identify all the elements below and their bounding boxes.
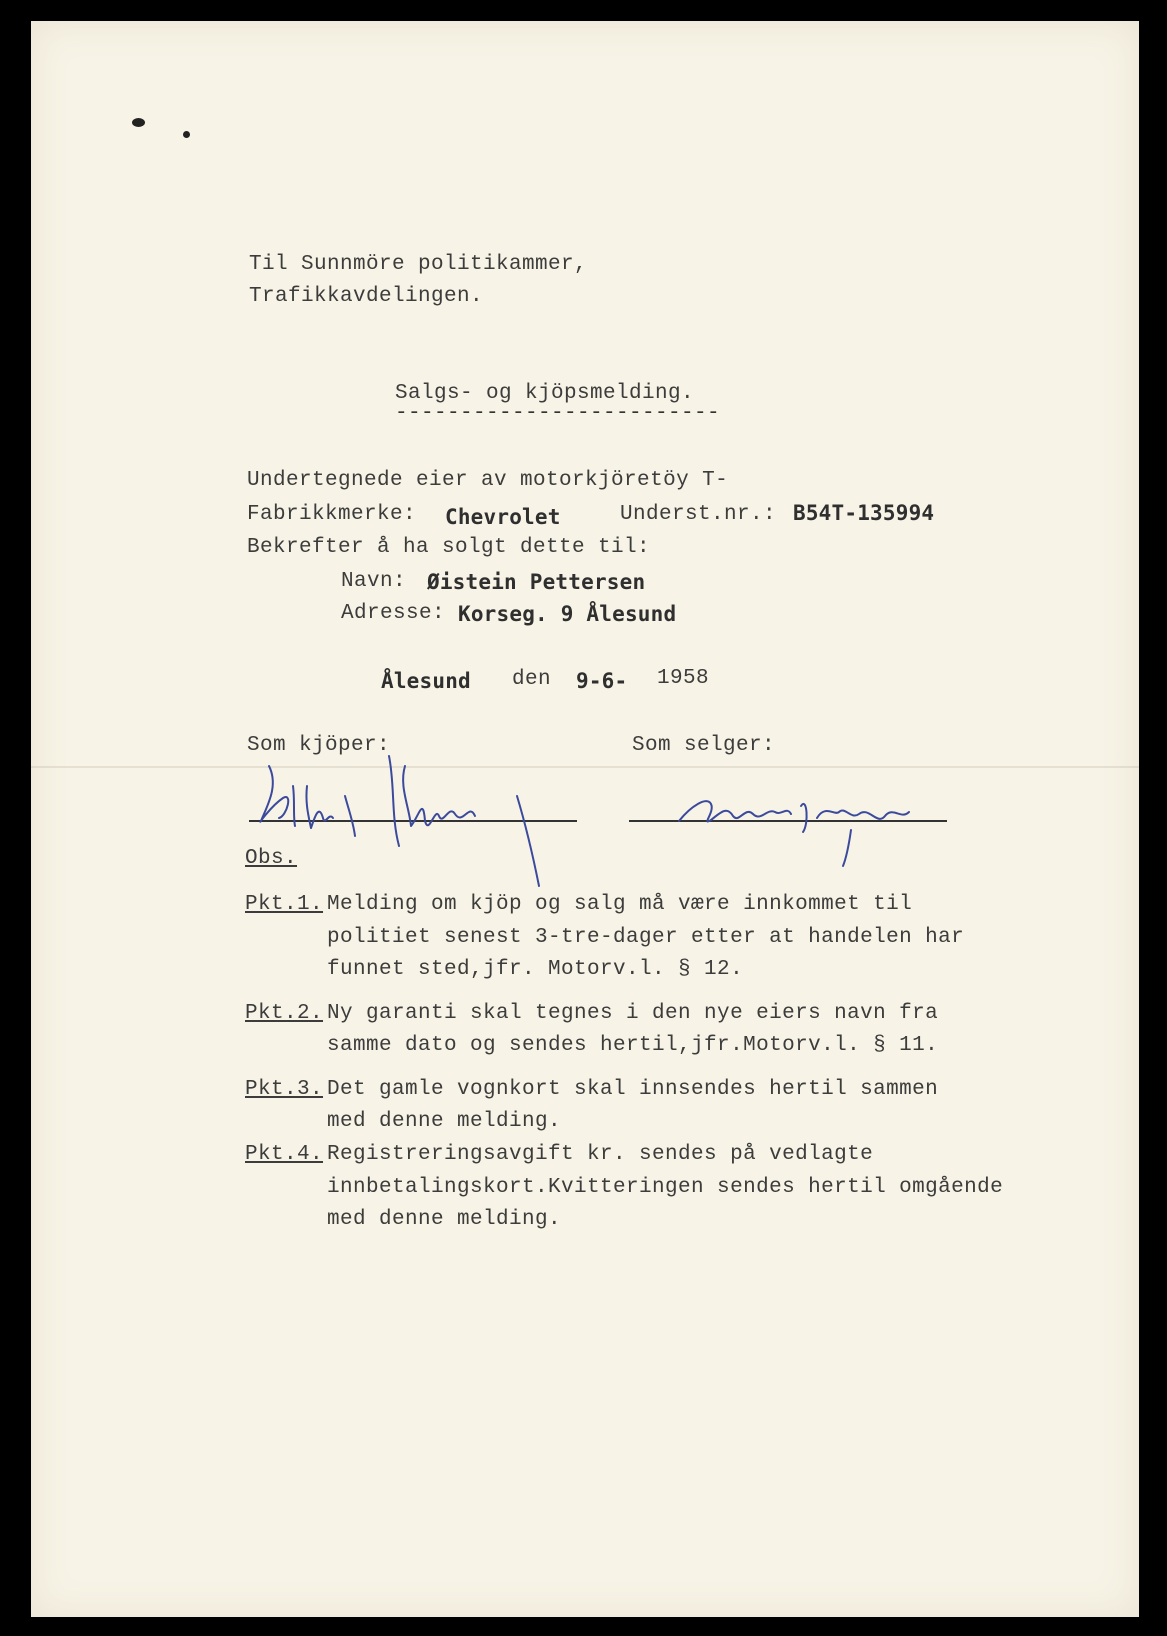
date-place: Ålesund: [381, 669, 471, 693]
obs-item-2-line-1: Ny garanti skal tegnes i den nye eiers navn fra: [327, 1002, 939, 1025]
recipient-line-1: Til Sunnmöre politikammer,: [249, 253, 588, 276]
confirmation-line: Bekrefter å ha solgt dette til:: [247, 536, 651, 559]
buyer-address-value: Korseg. 9 Ålesund: [458, 602, 677, 626]
obs-item-1-line-1: Melding om kjöp og salg må være innkommet til: [327, 893, 913, 916]
obs-item-3-line-1: Det gamle vognkort skal innsendes hertil sammen: [327, 1078, 939, 1101]
obs-item-4-line-2: innbetalingskort.Kvitteringen sendes hertil omgående: [327, 1176, 1004, 1199]
make-value: Chevrolet: [445, 505, 561, 529]
owner-statement: Undertegnede eier av motorkjöretöy T-: [247, 469, 729, 492]
buyer-name-label: Navn:: [341, 570, 407, 593]
recipient-line-2: Trafikkavdelingen.: [249, 285, 484, 308]
obs-item-1-line-3: funnet sted,jfr. Motorv.l. § 12.: [327, 958, 744, 981]
obs-item-1-line-2: politiet senest 3-tre-dager etter at handelen har: [327, 926, 965, 949]
ink-speck: [132, 118, 145, 127]
buyer-signature: [249, 726, 549, 896]
obs-heading: Obs.: [245, 847, 298, 870]
buyer-signature-label: Som kjöper:: [247, 734, 391, 757]
obs-item-2-label: Pkt.2.: [245, 1002, 324, 1025]
make-label: Fabrikkmerke:: [247, 503, 417, 526]
paper-fold: [31, 766, 1139, 768]
obs-item-3-line-2: med denne melding.: [327, 1110, 562, 1133]
title-underline: -------------------------: [395, 402, 721, 425]
obs-item-3-label: Pkt.3.: [245, 1078, 324, 1101]
date-day: 9-6-: [576, 669, 628, 693]
chassis-value: B54T-135994: [793, 501, 935, 525]
obs-item-4-label: Pkt.4.: [245, 1143, 324, 1166]
obs-item-4-line-3: med denne melding.: [327, 1208, 562, 1231]
ink-speck: [183, 131, 190, 138]
document-title: Salgs- og kjöpsmelding.: [395, 382, 695, 405]
seller-signature: [671, 776, 941, 866]
obs-item-2-line-2: samme dato og sendes hertil,jfr.Motorv.l. § 11.: [327, 1034, 939, 1057]
buyer-name-value: Øistein Pettersen: [427, 570, 646, 594]
document-page: [31, 21, 1139, 1617]
date-year: 1958: [657, 667, 710, 690]
obs-item-4-line-1: Registreringsavgift kr. sendes på vedlagte: [327, 1143, 874, 1166]
buyer-address-label: Adresse:: [341, 602, 446, 625]
seller-signature-label: Som selger:: [632, 734, 776, 757]
chassis-label: Underst.nr.:: [620, 503, 777, 526]
obs-item-1-label: Pkt.1.: [245, 893, 324, 916]
date-den: den: [512, 668, 552, 691]
